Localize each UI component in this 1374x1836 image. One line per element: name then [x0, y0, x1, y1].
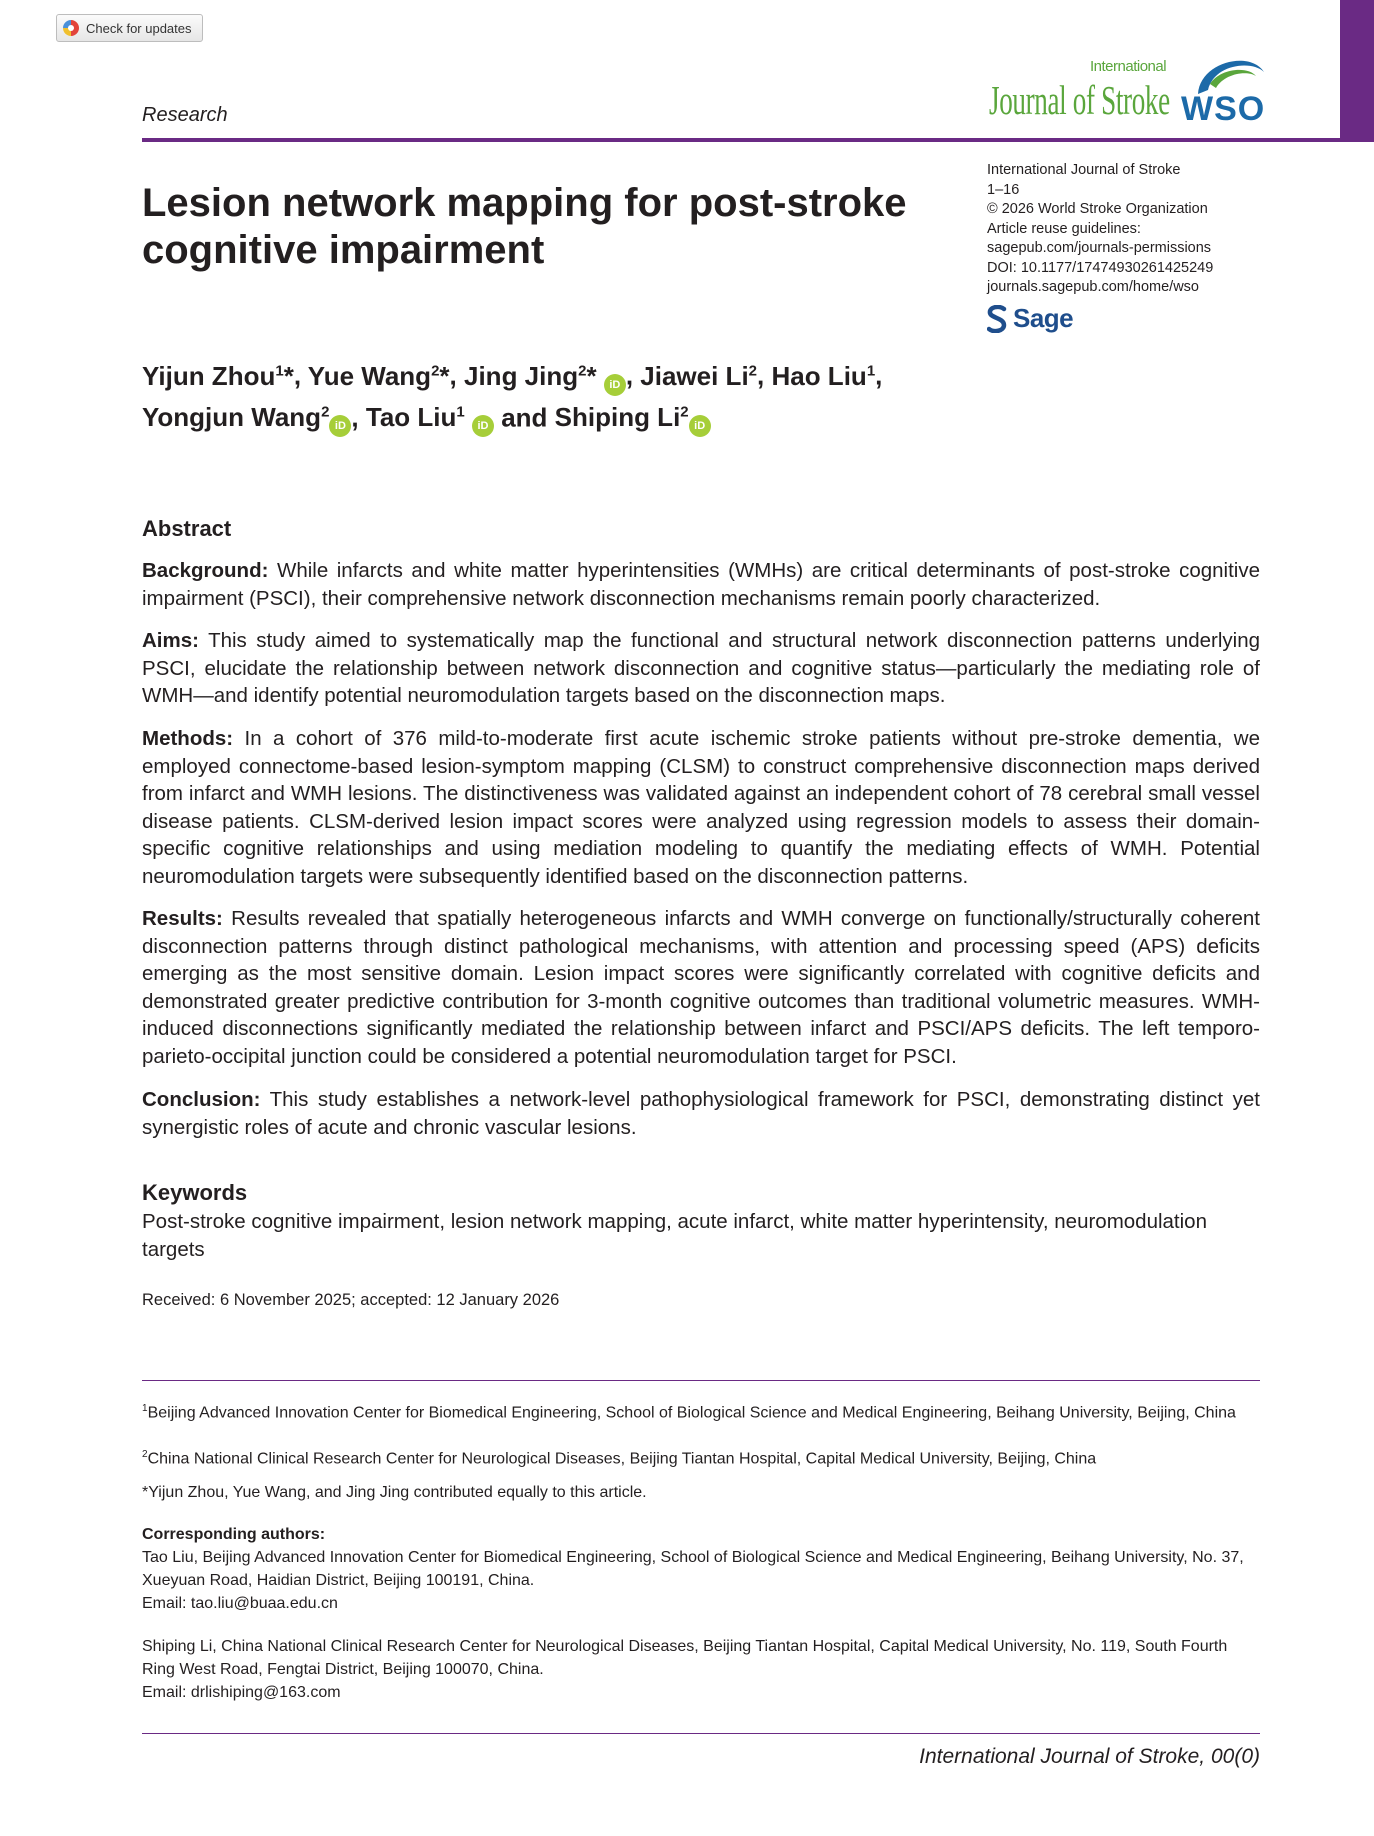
- orcid-icon[interactable]: iD: [472, 415, 494, 437]
- corresponding-author-1: [142, 1546, 1260, 1615]
- footer-rule: [142, 1733, 1260, 1734]
- sage-wordmark: Sage: [1013, 303, 1074, 333]
- logo-journal-name: Journal of Stroke: [989, 77, 1170, 123]
- header-accent-bar: [1340, 0, 1374, 138]
- corresponding-email[interactable]: Email: tao.liu@buaa.edu.cn: [142, 1595, 338, 1612]
- author: Jing Jing$^2$* iD: [464, 361, 626, 391]
- orcid-icon[interactable]: iD: [329, 415, 351, 437]
- author-list: Yijun Zhou$^1$*, Yue Wang$^2$*, Jing Jing$^2$* iD , Jiawei Li$^2$, Hao Liu$^1$, Yongjun Wang$^2$iD , Tao Liu$^1$ iD and Shiping Li$^2$iD: [142, 354, 982, 437]
- abstract-results: Results: Results revealed that spatially heterogeneous infarcts and WMH converge on functionally/structurally coherent disconnection patterns through distinct pathological mechanisms, with attention and processing speed (APS) deficits emerging as the most sensitive domain. Lesion impact scores were significantly correlated with cognitive deficits and demonstrated greater predictive contribution for 3-month cognitive outcomes than traditional volumetric measures. WMH-induced disconnections significantly mediated the relationship between infarct and PSCI/APS deficits. The left temporo-parieto-occipital junction could be considered a potential neuromodulation target for PSCI.: [142, 907, 1260, 1068]
- footer-journal-citation: International Journal of Stroke, 00(0): [919, 1745, 1260, 1768]
- equal-contribution-note: *Yijun Zhou, Yue Wang, and Jing Jing contributed equally to this article.: [142, 1484, 647, 1501]
- author: Tao Liu$^1$ iD: [366, 402, 494, 432]
- corresponding-heading: Corresponding authors:: [142, 1526, 326, 1543]
- author: Yongjun Wang$^2$iD: [142, 402, 351, 432]
- abstract-methods: Methods: In a cohort of 376 mild-to-moderate first acute ischemic stroke patients without pre-stroke dementia, we employed connectome-based lesion-symptom mapping (CLSM) to construct comprehensive disconnection maps derived from infarct and WMH lesions. The distinctiveness was validated against an independent cohort of 78 cerebral small vessel disease patients. CLSM-derived lesion impact scores were analyzed using regression models to assess their domain-specific cognitive relationships and using mediation modeling to quantify the mediating effects of WMH. Potential neuromodulation targets were subsequently identified based on the disconnection patterns.: [142, 727, 1261, 888]
- keywords-list: Post-stroke cognitive impairment, lesion network mapping, acute infarct, white matter hyperintensity, neuromodulation targets: [142, 1210, 1207, 1261]
- article-title: Lesion network mapping for post-stroke cognitive impairment: [142, 181, 907, 272]
- journal-metadata: [987, 161, 1213, 298]
- corresponding-email[interactable]: Email: drlishiping@163.com: [142, 1684, 341, 1701]
- sage-s-icon: [987, 305, 1007, 333]
- affiliation-2: $^2$China National Clinical Research Center for Neurological Diseases, Beijing Tiantan Hospital, Capital Medical University, Beijing, China: [142, 1449, 1097, 1468]
- meta-doi[interactable]: DOI: 10.1177/17474930261425249: [987, 259, 1214, 276]
- logo-international: International: [1090, 58, 1167, 75]
- journal-logo: [985, 54, 1305, 130]
- meta-permissions-link[interactable]: sagepub.com/journals-permissions: [987, 240, 1212, 256]
- logo-wso: WSO: [1181, 90, 1266, 128]
- author: Jiawei Li$^2$: [640, 360, 758, 391]
- meta-journal-link[interactable]: journals.sagepub.com/home/wso: [987, 279, 1199, 295]
- meta-reuse-label: Article reuse guidelines:: [987, 220, 1141, 237]
- check-for-updates-label: Check for updates: [86, 20, 192, 36]
- affiliation-1: $^1$Beijing Advanced Innovation Center for Biomedical Engineering, School of Biological Science and Medical Engineering, Beihang University, Beijing, China: [142, 1403, 1236, 1422]
- abstract-heading: Abstract: [142, 516, 232, 541]
- author: Shiping Li$^2$iD: [555, 402, 711, 432]
- meta-pages: 1–16: [987, 181, 1020, 198]
- orcid-icon[interactable]: iD: [689, 415, 711, 437]
- header-rule: [142, 138, 1374, 142]
- footnote-rule: [142, 1380, 1260, 1381]
- orcid-icon[interactable]: iD: [604, 374, 626, 396]
- keywords-heading: Keywords: [142, 1180, 248, 1205]
- meta-copyright: © 2026 World Stroke Organization: [987, 201, 1208, 217]
- check-for-updates-button[interactable]: [56, 14, 203, 42]
- author: Hao Liu$^1$: [771, 360, 876, 391]
- sage-logo: [987, 303, 1073, 334]
- crossmark-icon: [63, 20, 79, 36]
- abstract-background: Background: While infarcts and white matter hyperintensities (WMHs) are critical determinants of post-stroke cognitive impairment (PSCI), their comprehensive network disconnection mechanisms remain poorly characterized.: [142, 559, 1260, 610]
- meta-journal: International Journal of Stroke: [987, 162, 1181, 178]
- abstract-conclusion: Conclusion: This study establishes a network-level pathophysiological framework for PSCI, demonstrating distinct yet synergistic roles of acute and chronic vascular lesions.: [142, 1088, 1260, 1139]
- corresponding-address: Tao Liu, Beijing Advanced Innovation Center for Biomedical Engineering, School of Biological Science and Medical Engineering, Beihang University, No. 37, Xueyuan Road, Haidian District, Beijing 100191, China.: [142, 1549, 1244, 1589]
- corresponding-address: Shiping Li, China National Clinical Research Center for Neurological Diseases, Beijing Tiantan Hospital, Capital Medical University, No. 119, South Fourth Ring West Road, Fengtai District, Beijing 100070, China.: [142, 1638, 1228, 1678]
- abstract-aims: Aims: This study aimed to systematically map the functional and structural network disconnection patterns underlying PSCI, elucidate the relationship between network disconnection and cognitive status—particularly the mediating role of WMH—and identify potential neuromodulation targets based on the disconnection maps.: [142, 629, 1260, 707]
- author: Yue Wang$^2$*: [307, 360, 450, 391]
- article-section-label: Research: [142, 104, 228, 126]
- author: Yijun Zhou$^1$*: [142, 360, 294, 391]
- corresponding-author-2: [142, 1635, 1260, 1704]
- received-dates: Received: 6 November 2025; accepted: 12 January 2026: [142, 1291, 560, 1309]
